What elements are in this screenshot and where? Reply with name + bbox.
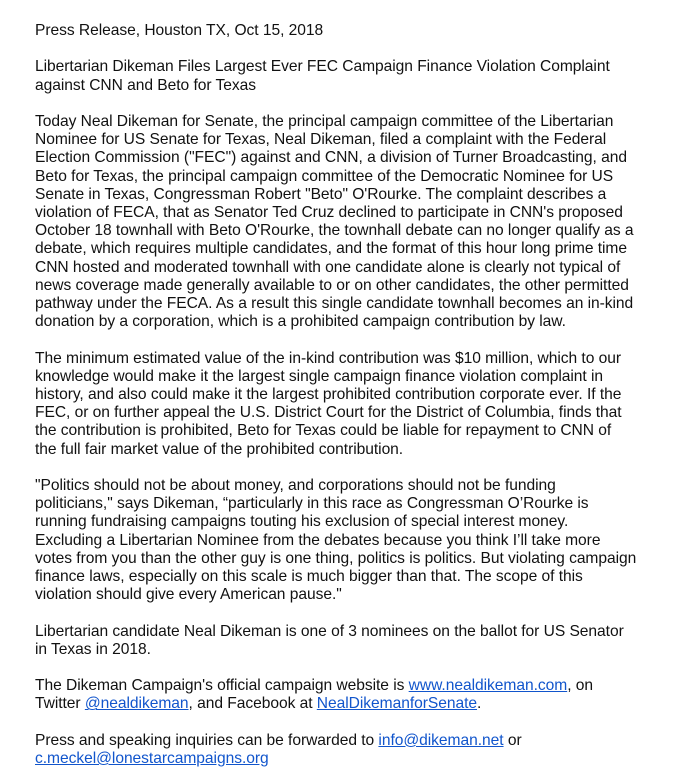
facebook-link[interactable]: NealDikemanforSenate: [316, 695, 478, 713]
body-line: news coverage made generally available to or on other candidates, the other permitted: [35, 276, 629, 294]
headline-line: against CNN and Beto for Texas: [35, 76, 256, 94]
website-intro-text: The Dikeman Campaign's official campaign website is: [35, 677, 409, 695]
body-line: "Politics should not be about money, and corporations should not be funding: [35, 477, 556, 495]
press-intro-text: Press and speaking inquiries can be forwarded to: [35, 731, 379, 749]
dateline-text: Press Release, Houston TX, Oct 15, 2018: [35, 22, 324, 39]
body-line: [35, 695, 664, 713]
body-line: running fundraising campaigns touting his exclusion of special interest money.: [35, 513, 569, 531]
dateline: [35, 22, 664, 40]
body-line: finance laws, especially on this scale is much bigger than that. The scope of this: [35, 568, 583, 586]
body-line: in Texas in 2018.: [35, 640, 151, 658]
body-line: history, and also could make it the largest prohibited contribution corporate ever. If the: [35, 386, 622, 404]
body-line: violation of FECA, that as Senator Ted Cruz declined to participate in CNN's proposed: [35, 204, 623, 221]
period-text: .: [477, 695, 482, 713]
email-info-link[interactable]: info@dikeman.net: [378, 731, 504, 749]
body-line: Beto for Texas, the principal campaign committee of the Democratic Nominee for US: [35, 167, 614, 185]
body-line: [35, 732, 664, 750]
body-line: debate, which requires multiple candidates, and the format of this hour long prime time: [35, 240, 627, 258]
paragraph-complaint: [35, 113, 664, 331]
body-line: violation should give every American pause.": [35, 586, 342, 604]
paragraph-press-inquiries: [35, 732, 664, 768]
body-line: Nominee for US Senate for Texas, Neal Dikeman, filed a complaint with the Federal: [35, 131, 607, 149]
twitter-link[interactable]: @nealdikeman: [84, 695, 189, 713]
headline-line: Libertarian Dikeman Files Largest Ever FEC Campaign Finance Violation Complaint: [35, 58, 610, 76]
email-meckel-link[interactable]: c.meckel@lonestarcampaigns.org: [35, 750, 269, 768]
body-line: CNN hosted and moderated townhall with one candidate alone is clearly not typical of: [35, 258, 621, 276]
or-text: or: [503, 731, 522, 749]
body-line: pathway under the FECA. As a result this single candidate townhall becomes an in-kind: [35, 295, 634, 313]
body-line: knowledge would make it the largest single campaign finance violation complaint in: [35, 367, 603, 385]
body-line: FEC, or on further appeal the U.S. District Court for the District of Columbia, finds that: [35, 404, 622, 422]
headline: [35, 58, 664, 94]
website-suffix-text: , on: [567, 677, 593, 695]
body-line: The minimum estimated value of the in-kind contribution was $10 million, which to our: [35, 349, 621, 367]
body-line: votes from you than the other guy is one thing, politics is politics. But violating campaign: [35, 549, 637, 567]
body-line: Excluding a Libertarian Nominee from the debates because you think I’ll take more: [35, 531, 601, 549]
paragraph-ballot: [35, 623, 664, 659]
body-line: politicians," says Dikeman, “particularly in this race as Congressman O’Rourke is: [35, 495, 589, 513]
body-line: Today Neal Dikeman for Senate, the principal campaign committee of the Libertarian: [35, 112, 614, 130]
body-line: [35, 677, 664, 695]
twitter-intro-text: Twitter: [35, 695, 85, 713]
paragraph-contact-web: [35, 677, 664, 713]
website-link[interactable]: www.nealdikeman.com: [408, 677, 568, 695]
body-line: the full fair market value of the prohibited contribution.: [35, 440, 404, 458]
body-line: donation by a corporation, which is a prohibited campaign contribution by law.: [35, 313, 566, 331]
paragraph-value: [35, 350, 664, 459]
body-line: Libertarian candidate Neal Dikeman is one of 3 nominees on the ballot for US Senator: [35, 622, 624, 640]
body-line: [35, 750, 664, 768]
body-line: Senate in Texas, Congressman Robert "Beto" O'Rourke. The complaint describes a: [35, 185, 607, 203]
body-line: Election Commission ("FEC") against and CNN, a division of Turner Broadcasting, and: [35, 149, 627, 167]
facebook-intro-text: , and Facebook at: [188, 695, 317, 713]
paragraph-quote: [35, 477, 664, 604]
body-line: the contribution is prohibited, Beto for Texas could be liable for repayment to CNN of: [35, 422, 612, 440]
body-line: October 18 townhall with Beto O'Rourke, the townhall debate can no longer qualify as a: [35, 222, 634, 240]
